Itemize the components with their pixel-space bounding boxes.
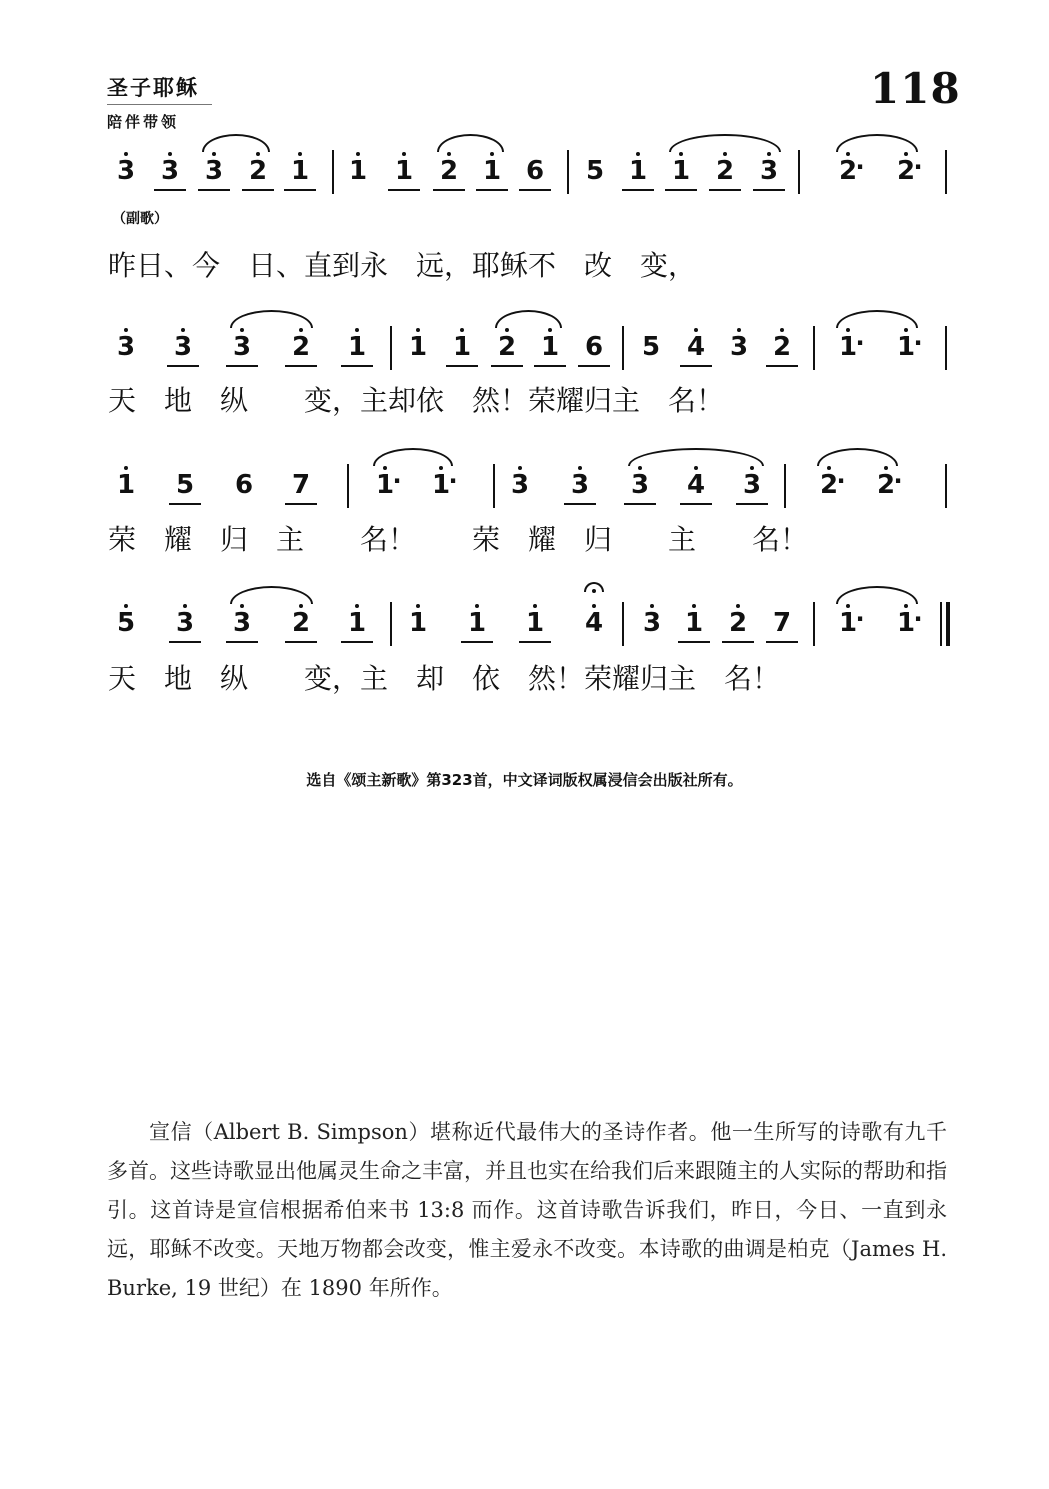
note-r1-2: 3 — [160, 156, 180, 186]
barline — [332, 150, 334, 194]
high-octave-dot — [240, 604, 244, 608]
high-octave-dot — [212, 152, 216, 156]
high-octave-dot — [592, 604, 596, 608]
eighth-underline — [766, 641, 798, 643]
slur-arc — [836, 586, 918, 604]
eighth-underline — [461, 641, 493, 643]
note-r1-15: 3 — [759, 156, 779, 186]
augmentation-dot: · — [448, 467, 458, 495]
note-r1-1: 3 — [116, 156, 136, 186]
note-r1-16: 2 — [838, 156, 858, 186]
eighth-underline — [680, 365, 712, 367]
eighth-underline — [722, 641, 754, 643]
high-octave-dot — [299, 604, 303, 608]
high-octave-dot — [578, 466, 582, 470]
note-r2-13: 3 — [729, 332, 749, 362]
note-r2-8: 2 — [497, 332, 517, 362]
note-r3-10: 4 — [686, 470, 706, 500]
high-octave-dot — [518, 466, 522, 470]
high-octave-dot — [650, 604, 654, 608]
augmentation-dot: · — [392, 467, 402, 495]
eighth-underline — [226, 641, 258, 643]
note-r1-10: 6 — [525, 156, 545, 186]
slur-arc — [817, 448, 898, 466]
lyric-line-3: 荣 耀 归 主 名！ 荣 耀 归 主 名！ — [108, 523, 809, 556]
barline — [813, 602, 815, 646]
high-octave-dot — [904, 152, 908, 156]
high-octave-dot — [298, 152, 302, 156]
note-r1-4: 2 — [248, 156, 268, 186]
high-octave-dot — [846, 152, 850, 156]
hymn-subtitle: 陪伴带领 — [107, 113, 180, 131]
eighth-underline — [169, 641, 201, 643]
note-r2-5: 1 — [347, 332, 367, 362]
note-r2-7: 1 — [452, 332, 472, 362]
eighth-underline — [446, 365, 478, 367]
high-octave-dot — [355, 328, 359, 332]
note-r2-1: 3 — [116, 332, 136, 362]
eighth-underline — [285, 641, 317, 643]
augmentation-dot: · — [855, 153, 865, 181]
high-octave-dot — [402, 152, 406, 156]
note-r1-7: 1 — [394, 156, 414, 186]
note-r4-14: 1 — [838, 608, 858, 638]
note-r2-14: 2 — [772, 332, 792, 362]
eighth-underline — [753, 189, 785, 191]
note-r4-1: 5 — [116, 608, 136, 638]
high-octave-dot — [168, 152, 172, 156]
high-octave-dot — [694, 328, 698, 332]
note-r2-16: 1 — [896, 332, 916, 362]
high-octave-dot — [904, 328, 908, 332]
high-octave-dot — [767, 152, 771, 156]
barline — [347, 464, 349, 508]
eighth-underline — [284, 189, 316, 191]
note-r1-9: 1 — [482, 156, 502, 186]
eighth-underline — [519, 641, 551, 643]
slur-arc — [230, 586, 313, 604]
barline — [798, 150, 800, 194]
barline — [493, 464, 495, 508]
note-r2-15: 1 — [838, 332, 858, 362]
eighth-underline — [680, 503, 712, 505]
high-octave-dot — [750, 466, 754, 470]
note-r4-9: 4 — [584, 608, 604, 638]
barline — [945, 150, 947, 194]
high-octave-dot — [475, 604, 479, 608]
barline — [945, 464, 947, 508]
note-r3-2: 5 — [175, 470, 195, 500]
eighth-underline — [519, 189, 551, 191]
note-r2-2: 3 — [173, 332, 193, 362]
note-r3-5: 1 — [375, 470, 395, 500]
note-r1-12: 1 — [628, 156, 648, 186]
slur-arc — [495, 310, 562, 328]
augmentation-dot: · — [855, 605, 865, 633]
fermata-dot — [592, 589, 596, 593]
augmentation-dot: · — [836, 467, 846, 495]
eighth-underline — [476, 189, 508, 191]
note-r1-13: 1 — [671, 156, 691, 186]
slur-arc — [836, 134, 918, 152]
augmentation-dot: · — [913, 329, 923, 357]
note-r2-9: 1 — [540, 332, 560, 362]
augmentation-dot: · — [913, 153, 923, 181]
barline — [813, 326, 815, 370]
page-number: 118 — [870, 64, 961, 113]
eighth-underline — [198, 189, 230, 191]
note-r4-6: 1 — [408, 608, 428, 638]
note-r1-5: 1 — [290, 156, 310, 186]
eighth-underline — [169, 503, 201, 505]
eighth-underline — [491, 365, 523, 367]
high-octave-dot — [780, 328, 784, 332]
final-barline — [946, 602, 950, 646]
high-octave-dot — [736, 604, 740, 608]
slur-arc — [437, 134, 504, 152]
high-octave-dot — [846, 604, 850, 608]
slur-arc — [373, 448, 453, 466]
note-r4-15: 1 — [896, 608, 916, 638]
high-octave-dot — [692, 604, 696, 608]
lyric-line-1: 昨日、今 日、直到永 远，耶稣不 改 变， — [108, 249, 697, 282]
high-octave-dot — [636, 152, 640, 156]
high-octave-dot — [737, 328, 741, 332]
eighth-underline — [665, 189, 697, 191]
high-octave-dot — [416, 328, 420, 332]
note-r3-9: 3 — [630, 470, 650, 500]
note-r2-6: 1 — [408, 332, 428, 362]
note-r1-6: 1 — [348, 156, 368, 186]
high-octave-dot — [904, 604, 908, 608]
lyric-line-2: 天 地 纵 变，主却依 然！荣耀归主 名！ — [108, 384, 725, 417]
hymn-description — [107, 1113, 947, 1308]
high-octave-dot — [490, 152, 494, 156]
note-r3-8: 3 — [570, 470, 590, 500]
high-octave-dot — [439, 466, 443, 470]
eighth-underline — [167, 365, 199, 367]
barline — [390, 326, 392, 370]
eighth-underline — [709, 189, 741, 191]
eighth-underline — [285, 503, 317, 505]
eighth-underline — [736, 503, 768, 505]
barline — [390, 602, 392, 646]
note-r3-7: 3 — [510, 470, 530, 500]
chorus-label: （副歌） — [112, 211, 168, 227]
high-octave-dot — [505, 328, 509, 332]
high-octave-dot — [124, 466, 128, 470]
barline — [945, 326, 947, 370]
note-r3-12: 2 — [819, 470, 839, 500]
high-octave-dot — [723, 152, 727, 156]
eighth-underline — [341, 641, 373, 643]
augmentation-dot: · — [913, 605, 923, 633]
slur-arc — [230, 310, 313, 328]
note-r1-3: 3 — [204, 156, 224, 186]
note-r3-1: 1 — [116, 470, 136, 500]
high-octave-dot — [533, 604, 537, 608]
note-r3-6: 1 — [431, 470, 451, 500]
note-r3-3: 6 — [234, 470, 254, 500]
high-octave-dot — [355, 604, 359, 608]
high-octave-dot — [694, 466, 698, 470]
high-octave-dot — [356, 152, 360, 156]
eighth-underline — [242, 189, 274, 191]
high-octave-dot — [416, 604, 420, 608]
slur-arc — [202, 134, 270, 152]
eighth-underline — [226, 365, 258, 367]
slur-arc — [836, 310, 918, 328]
note-r2-12: 4 — [686, 332, 706, 362]
eighth-underline — [388, 189, 420, 191]
high-octave-dot — [884, 466, 888, 470]
note-r1-17: 2 — [896, 156, 916, 186]
note-r1-11: 5 — [585, 156, 605, 186]
high-octave-dot — [183, 604, 187, 608]
eighth-underline — [578, 365, 610, 367]
eighth-underline — [534, 365, 566, 367]
note-r4-11: 1 — [684, 608, 704, 638]
augmentation-dot: · — [893, 467, 903, 495]
barline — [622, 602, 624, 646]
high-octave-dot — [124, 604, 128, 608]
eighth-underline — [285, 365, 317, 367]
eighth-underline — [678, 641, 710, 643]
note-r4-13: 7 — [772, 608, 792, 638]
eighth-underline — [341, 365, 373, 367]
eighth-underline — [622, 189, 654, 191]
barline — [567, 150, 569, 194]
eighth-underline — [564, 503, 596, 505]
hymn-title: 圣子耶稣 — [107, 75, 199, 100]
high-octave-dot — [827, 466, 831, 470]
high-octave-dot — [447, 152, 451, 156]
barline — [622, 326, 624, 370]
slur-arc — [669, 134, 781, 152]
barline — [784, 464, 786, 508]
eighth-underline — [154, 189, 186, 191]
eighth-underline — [624, 503, 656, 505]
high-octave-dot — [679, 152, 683, 156]
note-r2-3: 3 — [232, 332, 252, 362]
note-r1-14: 2 — [715, 156, 735, 186]
note-r2-11: 5 — [641, 332, 661, 362]
note-r2-10: 6 — [584, 332, 604, 362]
note-r4-3: 3 — [232, 608, 252, 638]
high-octave-dot — [299, 328, 303, 332]
note-r3-4: 7 — [291, 470, 311, 500]
high-octave-dot — [124, 328, 128, 332]
note-r4-10: 3 — [642, 608, 662, 638]
note-r4-12: 2 — [728, 608, 748, 638]
high-octave-dot — [638, 466, 642, 470]
copyright-footnote: 选自《颂主新歌》第323首，中文译词版权属浸信会出版社所有。 — [306, 771, 743, 789]
note-r3-13: 2 — [876, 470, 896, 500]
high-octave-dot — [846, 328, 850, 332]
high-octave-dot — [181, 328, 185, 332]
eighth-underline — [766, 365, 798, 367]
high-octave-dot — [383, 466, 387, 470]
title-divider — [107, 104, 212, 105]
high-octave-dot — [256, 152, 260, 156]
slur-arc — [628, 448, 764, 466]
high-octave-dot — [548, 328, 552, 332]
barline — [940, 602, 942, 646]
note-r1-8: 2 — [439, 156, 459, 186]
note-r4-8: 1 — [525, 608, 545, 638]
note-r4-2: 3 — [175, 608, 195, 638]
augmentation-dot: · — [855, 329, 865, 357]
lyric-line-4: 天 地 纵 变，主 却 依 然！荣耀归主 名！ — [108, 662, 781, 695]
note-r2-4: 2 — [291, 332, 311, 362]
note-r4-7: 1 — [467, 608, 487, 638]
note-r4-4: 2 — [291, 608, 311, 638]
high-octave-dot — [240, 328, 244, 332]
high-octave-dot — [124, 152, 128, 156]
note-r3-11: 3 — [742, 470, 762, 500]
description-text: 宣信（Albert B. Simpson）堪称近代最伟大的圣诗作者。他一生所写的诗歌有九千多首。这些诗歌显出他属灵生命之丰富，并且也实在给我们后来跟随主的人实际的帮助和指引。这首诗是宣信根据希伯来书 13:8 而作。这首诗歌告诉我们，昨日，今日、一直到永远，耶稣不改变。天地万物都会改变，惟主爱永不改变。本诗歌的曲调是柏克（James H. Burke, 19 世纪）在 1890 年所作。 — [107, 1120, 947, 1300]
high-octave-dot — [460, 328, 464, 332]
note-r4-5: 1 — [347, 608, 367, 638]
eighth-underline — [433, 189, 465, 191]
